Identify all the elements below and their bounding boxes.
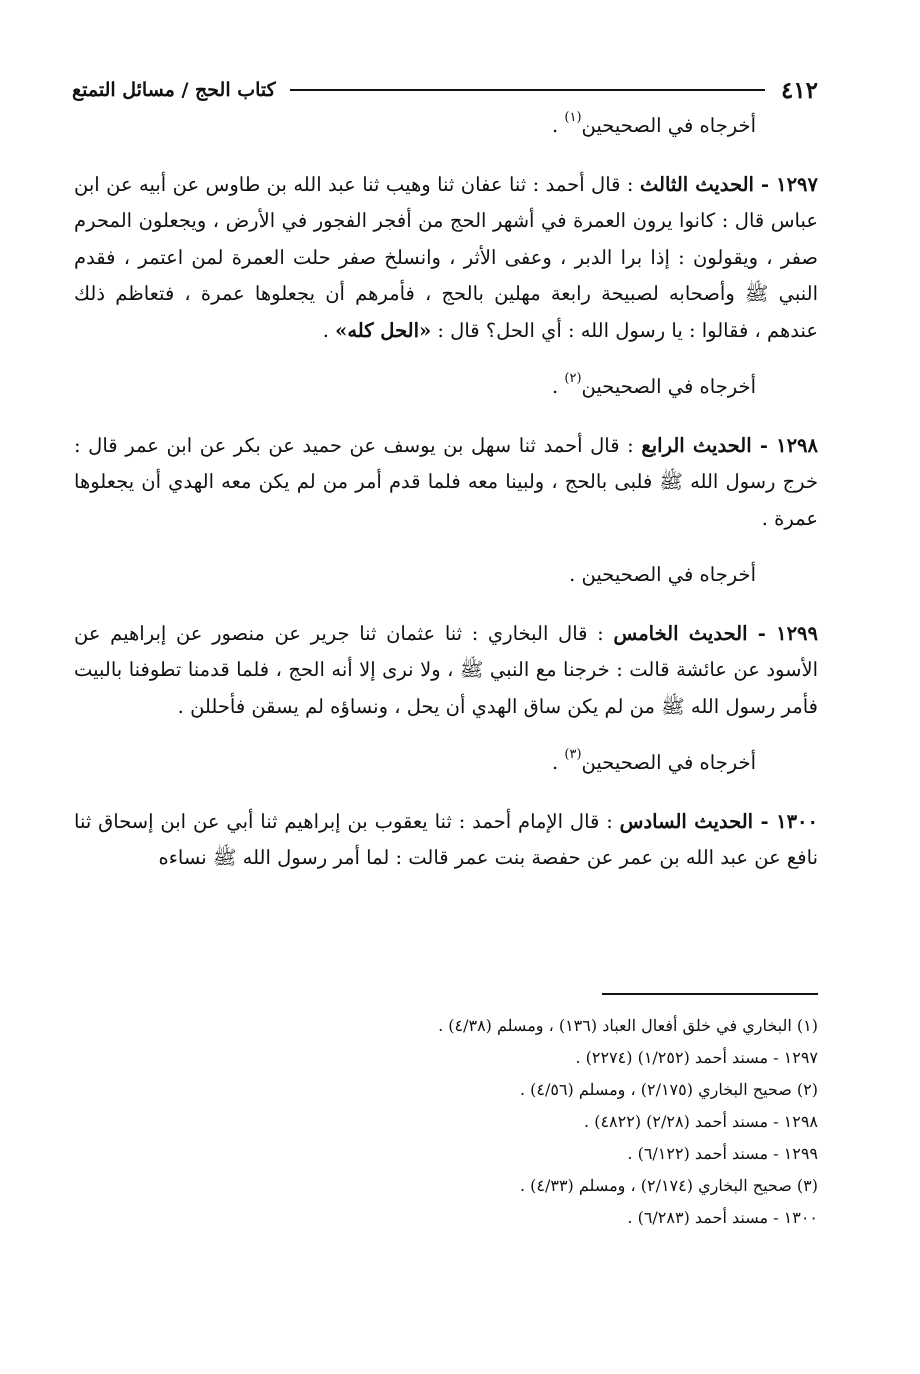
- footnotes: [74, 1010, 818, 1234]
- hadith-1298: ١٢٩٨ - الحديث الرابع : قال أحمد ثنا سهل بن يوسف عن حميد عن بكر عن ابن عمر قال : خرج رسول الله ﷺ فلبى بالحج ، ولبينا معه فلما قدم أمر من لم يكن معه الهدي أن يجعلوها عمرة .: [74, 433, 819, 530]
- footnote-ref: (٣): [564, 746, 582, 762]
- source-text: أخرجاه في الصحيحين .: [569, 563, 756, 586]
- source-end: .: [551, 751, 565, 774]
- hadith-text-end: .: [322, 318, 336, 342]
- running-title: كتاب الحج / مسائل التمتع: [72, 79, 276, 101]
- hadith-text: : قال أحمد : ثنا عفان ثنا وهيب ثنا عبد الله بن طاوس عن أبيه عن ابن عباس قال : كانوا يرون العمرة في أشهر الحج من أفجر الفجور في الأرض ، ويجعلون المحرم صفر ، ويقولون : إذا برا الدبر ، وعفى الأثر ، وانسلخ صفر حلت العمرة لمن اعتمر ، فقدم النبي ﷺ وأصحابه لصبيحة رابعة مهلين بالحج ، فأمرهم أن يجعلوها عمرة ، فتعاظم ذلك عندهم ، فقالوا : يا رسول الله : أي الحل؟ قال :: [74, 172, 818, 342]
- source-end: .: [551, 375, 565, 398]
- footnote-line: ١٢٩٩ - مسند أحمد (٦/١٢٢) .: [627, 1144, 818, 1163]
- hadith-title: الحديث الثالث: [639, 172, 754, 196]
- source-text: أخرجاه في الصحيحين: [581, 114, 756, 137]
- source-end: .: [551, 114, 565, 137]
- hadith-1297-source: [74, 369, 818, 406]
- footnote-line: ١٢٩٨ - مسند أحمد (٢/٢٨) (٤٨٢٢) .: [584, 1112, 818, 1131]
- source-text: أخرجاه في الصحيحين: [581, 751, 756, 774]
- intro-source-line: [74, 108, 818, 145]
- hadith-text: : قال أحمد ثنا سهل بن يوسف عن حميد عن بكر عن ابن عمر قال : خرج رسول الله ﷺ فلبى بالحج ، ولبينا معه فلما قدم أمر من لم يكن معه الهدي أن يجعلوها عمرة .: [74, 433, 818, 530]
- footnote-line: ١٢٩٧ - مسند أحمد (١/٢٥٢) (٢٢٧٤) .: [575, 1048, 818, 1067]
- footnote-ref: (١): [564, 109, 582, 125]
- hadith-1297: ١٢٩٧ - الحديث الثالث : قال أحمد : ثنا عفان ثنا وهيب ثنا عبد الله بن طاوس عن أبيه عن ابن عباس قال : كانوا يرون العمرة في أشهر الحج من أفجر الفجور في الأرض ، ويجعلون المحرم صفر ، ويقولون : إذا برا الدبر ، وعفى الأثر ، وانسلخ صفر حلت العمرة لمن اعتمر ، فقدم النبي ﷺ وأصحابه لصبيحة رابعة مهلين بالحج ، فأمرهم أن يجعلوها عمرة ، فتعاظم ذلك عندهم ، فقالوا : يا رسول الله : أي الحل؟ قال : «الحل كله» .: [74, 172, 819, 342]
- hadith-number: ١٢٩٨: [776, 433, 819, 457]
- footnote-line: (٢) صحيح البخاري (٢/١٧٥) ، ومسلم (٤/٥٦) .: [519, 1080, 818, 1099]
- hadith-1298-source: [74, 557, 818, 594]
- hadith-number: ١٢٩٧: [776, 172, 819, 196]
- hadith-text: : قال البخاري : ثنا عثمان ثنا جرير عن منصور عن إبراهيم عن الأسود عن عائشة قالت : خرجنا مع النبي ﷺ ، ولا نرى إلا أنه الحج ، فلما قدمنا تطوفنا بالبيت فأمر رسول الله ﷺ من لم يكن ساق الهدي أن يحل ، ونساؤه لم يسقن فأحللن .: [74, 621, 818, 718]
- page-number: ٤١٢: [780, 76, 818, 104]
- hadith-number: ١٣٠٠: [776, 809, 818, 833]
- hadith-text: : قال الإمام أحمد : ثنا يعقوب بن إبراهيم ثنا أبي عن ابن إسحاق ثنا نافع عن عبد الله بن عمر عن حفصة بنت عمر قالت : لما أمر رسول الله ﷺ نساءه: [74, 809, 818, 869]
- footnote-line: ١٣٠٠ - مسند أحمد (٦/٢٨٣) .: [627, 1208, 818, 1227]
- hadith-1299: ١٢٩٩ - الحديث الخامس : قال البخاري : ثنا عثمان ثنا جرير عن منصور عن إبراهيم عن الأسود عن عائشة قالت : خرجنا مع النبي ﷺ ، ولا نرى إلا أنه الحج ، فلما قدمنا تطوفنا بالبيت فأمر رسول الله ﷺ من لم يكن ساق الهدي أن يحل ، ونساؤه لم يسقن فأحللن .: [74, 621, 819, 718]
- hadith-1299-source: [74, 745, 818, 782]
- footnote-separator: [602, 993, 818, 995]
- main-text: [74, 108, 818, 877]
- hadith-title: الحديث الخامس: [613, 621, 748, 645]
- page-header: [72, 70, 818, 110]
- hadith-quote: «الحل كله»: [335, 318, 432, 342]
- hadith-1300: ١٣٠٠ - الحديث السادس : قال الإمام أحمد : ثنا يعقوب بن إبراهيم ثنا أبي عن ابن إسحاق ثنا نافع عن عبد الله بن عمر عن حفصة بنت عمر قالت : لما أمر رسول الله ﷺ نساءه: [74, 809, 818, 869]
- hadith-number: ١٢٩٩: [776, 621, 819, 645]
- hadith-title: الحديث السادس: [619, 809, 754, 833]
- source-text: أخرجاه في الصحيحين: [581, 375, 756, 398]
- footnote-line: (١) البخاري في خلق أفعال العباد (١٣٦) ، ومسلم (٤/٣٨) .: [438, 1016, 818, 1035]
- hadith-title: الحديث الرابع: [641, 433, 752, 457]
- footnote-ref: (٢): [564, 370, 582, 386]
- header-rule: [290, 89, 765, 91]
- footnote-line: (٣) صحيح البخاري (٢/١٧٤) ، ومسلم (٤/٣٣) .: [519, 1176, 818, 1195]
